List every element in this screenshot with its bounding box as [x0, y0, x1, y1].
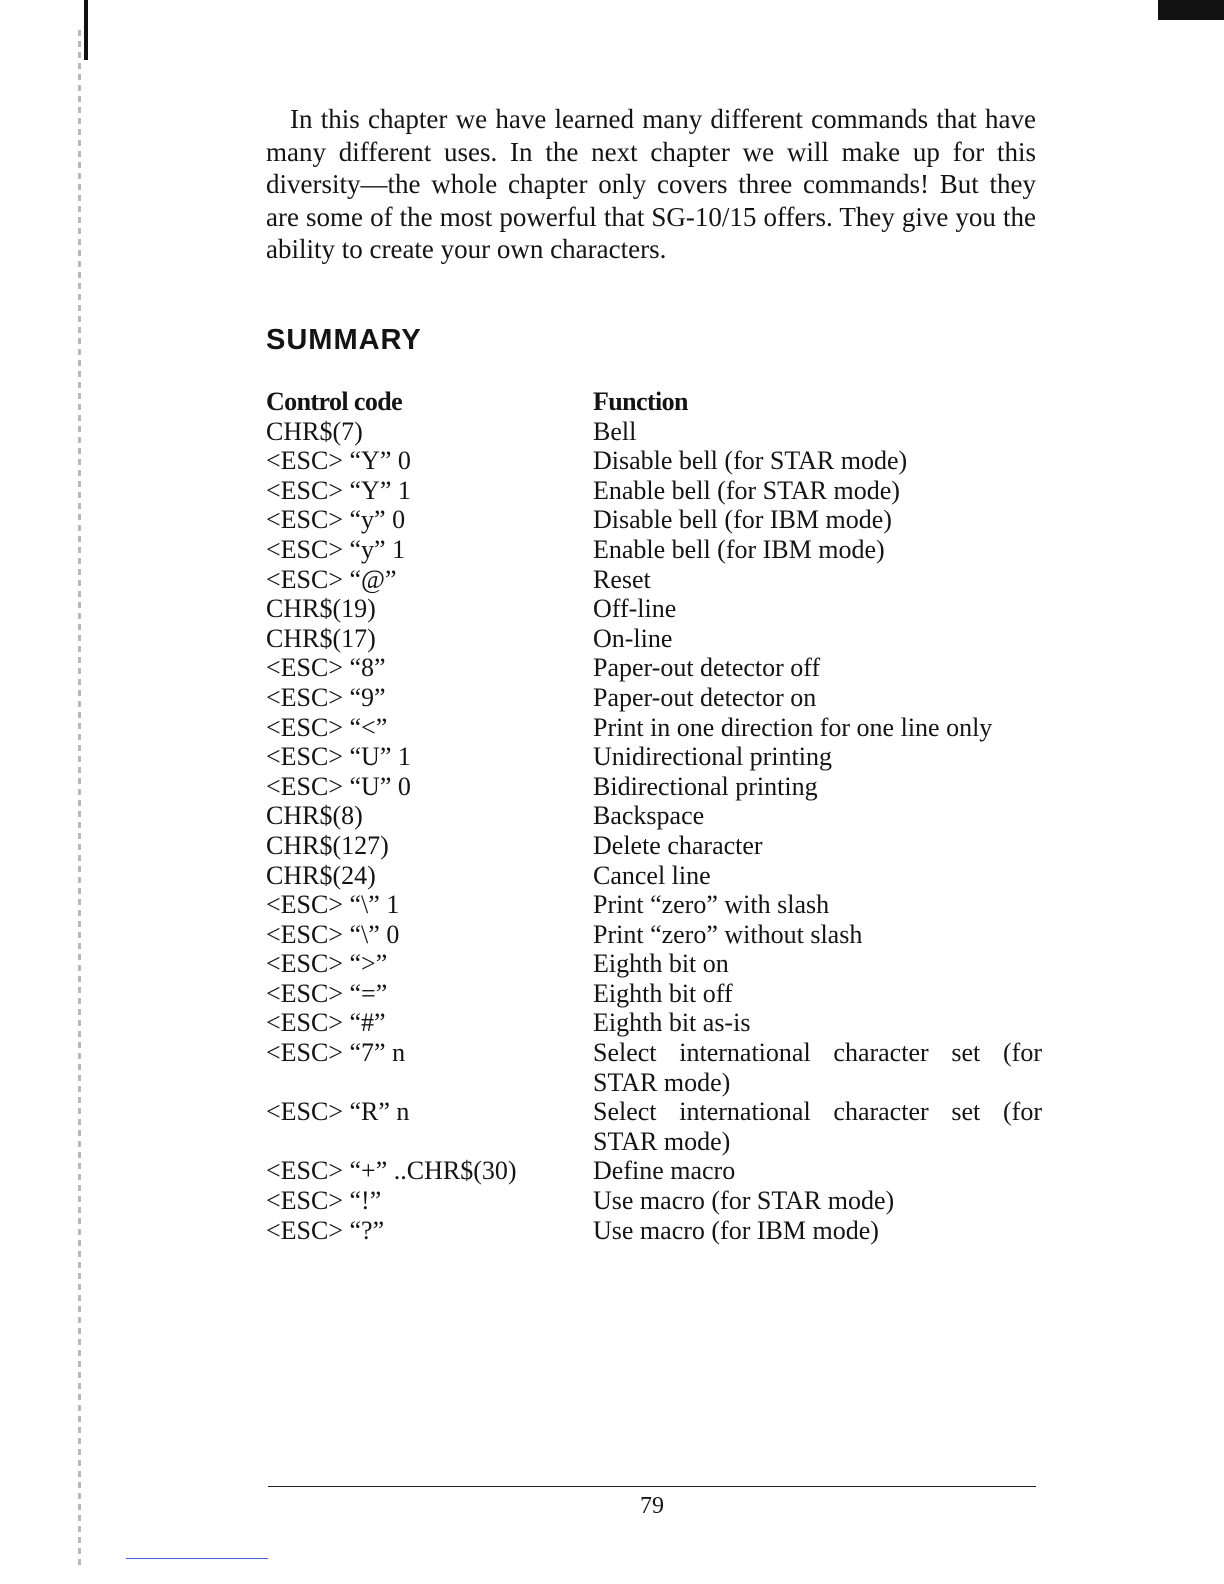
function-cell: On-line: [593, 623, 673, 653]
table-row: [262, 831, 1042, 861]
table-row: [262, 594, 1042, 624]
table-row: [262, 1216, 1042, 1246]
table-row: [262, 920, 1042, 950]
table-row: [262, 683, 1042, 713]
control-code-cell: <ESC> “\” 0: [266, 919, 400, 949]
binding-edge-mark: [84, 0, 88, 60]
table-row: [262, 505, 1042, 535]
function-cell: Define macro: [593, 1156, 736, 1186]
table-row: [262, 417, 1042, 447]
table-row: [262, 446, 1042, 476]
table-row: [262, 713, 1042, 743]
function-cell: Unidirectional printing: [593, 742, 833, 772]
control-code-cell: <ESC> “@”: [266, 564, 397, 594]
scan-underline-mark: [126, 1558, 268, 1559]
intro-paragraph: In this chapter we have learned many different commands that have many different uses. In the next chapter we will make up for this diversity—the whole chapter only covers three commands! But they are some of the most powerful that SG-10/15 offers. They give you the ability to create your own characters.: [266, 104, 1036, 264]
table-row: [262, 476, 1042, 506]
table-row: [262, 565, 1042, 595]
control-code-cell: CHR$(17): [266, 623, 376, 653]
control-code-cell: <ESC> “!”: [266, 1186, 382, 1216]
summary-table: [262, 387, 1042, 1245]
control-code-cell: <ESC> “9”: [266, 682, 386, 712]
control-code-cell: <ESC> “>”: [266, 949, 388, 979]
table-row: [262, 772, 1042, 802]
control-code-cell: CHR$(8): [266, 801, 363, 831]
summary-heading: SUMMARY: [266, 324, 422, 356]
control-code-cell: <ESC> “y” 1: [266, 534, 406, 564]
function-cell: Print “zero” with slash: [593, 890, 830, 920]
control-code-cell: <ESC> “U” 0: [266, 771, 411, 801]
table-row: [262, 742, 1042, 772]
function-cell: Bidirectional printing: [593, 771, 818, 801]
function-cell: Use macro (for IBM mode): [593, 1215, 879, 1245]
control-code-cell: CHR$(127): [266, 830, 389, 860]
control-code-cell: <ESC> “<”: [266, 712, 388, 742]
control-code-cell: <ESC> “y” 0: [266, 505, 406, 535]
control-code-cell: <ESC> “+” ..CHR$(30): [266, 1156, 517, 1186]
corner-scan-mark: [1158, 0, 1224, 20]
control-code-cell: <ESC> “?”: [266, 1215, 385, 1245]
control-code-cell: <ESC> “#”: [266, 1008, 386, 1038]
control-code-cell: CHR$(7): [266, 416, 363, 446]
function-cell: Backspace: [593, 801, 705, 831]
column-header-control-code: Control code: [266, 387, 403, 416]
table-row: [262, 949, 1042, 979]
control-code-cell: <ESC> “\” 1: [266, 890, 400, 920]
function-cell: Paper-out detector off: [593, 653, 821, 683]
function-cell: Cancel line: [593, 860, 711, 890]
function-cell: Eighth bit off: [593, 978, 733, 1008]
binding-edge: [78, 30, 81, 1570]
table-row: [262, 861, 1042, 891]
footer-rule: [268, 1486, 1036, 1487]
table-row: [262, 801, 1042, 831]
function-cell: Eighth bit as-is: [593, 1008, 751, 1038]
control-code-cell: <ESC> “8”: [266, 653, 386, 683]
function-cell: Reset: [593, 564, 651, 594]
table-row: [262, 1097, 1042, 1156]
control-code-cell: CHR$(19): [266, 594, 376, 624]
control-code-cell: <ESC> “Y” 0: [266, 446, 411, 476]
function-cell: Enable bell (for STAR mode): [593, 475, 900, 505]
table-row: [262, 890, 1042, 920]
control-code-cell: <ESC> “R” n: [266, 1097, 410, 1127]
function-cell: Paper-out detector on: [593, 682, 817, 712]
function-cell: Use macro (for STAR mode): [593, 1186, 895, 1216]
control-code-cell: <ESC> “U” 1: [266, 742, 411, 772]
table-row: [262, 1038, 1042, 1097]
control-code-cell: <ESC> “Y” 1: [266, 475, 411, 505]
summary-header-row: [262, 387, 1042, 417]
function-cell: Eighth bit on: [593, 949, 729, 979]
table-row: [262, 979, 1042, 1009]
control-code-cell: <ESC> “7” n: [266, 1038, 406, 1068]
table-row: [262, 653, 1042, 683]
control-code-cell: <ESC> “=”: [266, 978, 388, 1008]
function-cell: Select international character set (for STAR mode): [593, 1097, 1042, 1156]
control-code-cell: CHR$(24): [266, 860, 376, 890]
function-cell: Enable bell (for IBM mode): [593, 534, 885, 564]
table-row: [262, 624, 1042, 654]
function-cell: Select international character set (for STAR mode): [593, 1038, 1042, 1097]
function-cell: Bell: [593, 416, 637, 446]
table-row: [262, 1156, 1042, 1186]
page-number: 79: [640, 1493, 664, 1519]
function-cell: Delete character: [593, 830, 763, 860]
column-header-function: Function: [593, 387, 688, 416]
function-cell: Disable bell (for IBM mode): [593, 505, 892, 535]
function-cell: Disable bell (for STAR mode): [593, 446, 908, 476]
function-cell: Print “zero” without slash: [593, 919, 863, 949]
function-cell: Off-line: [593, 594, 677, 624]
table-row: [262, 535, 1042, 565]
table-row: [262, 1008, 1042, 1038]
table-row: [262, 1186, 1042, 1216]
function-cell: Print in one direction for one line only: [593, 712, 993, 742]
